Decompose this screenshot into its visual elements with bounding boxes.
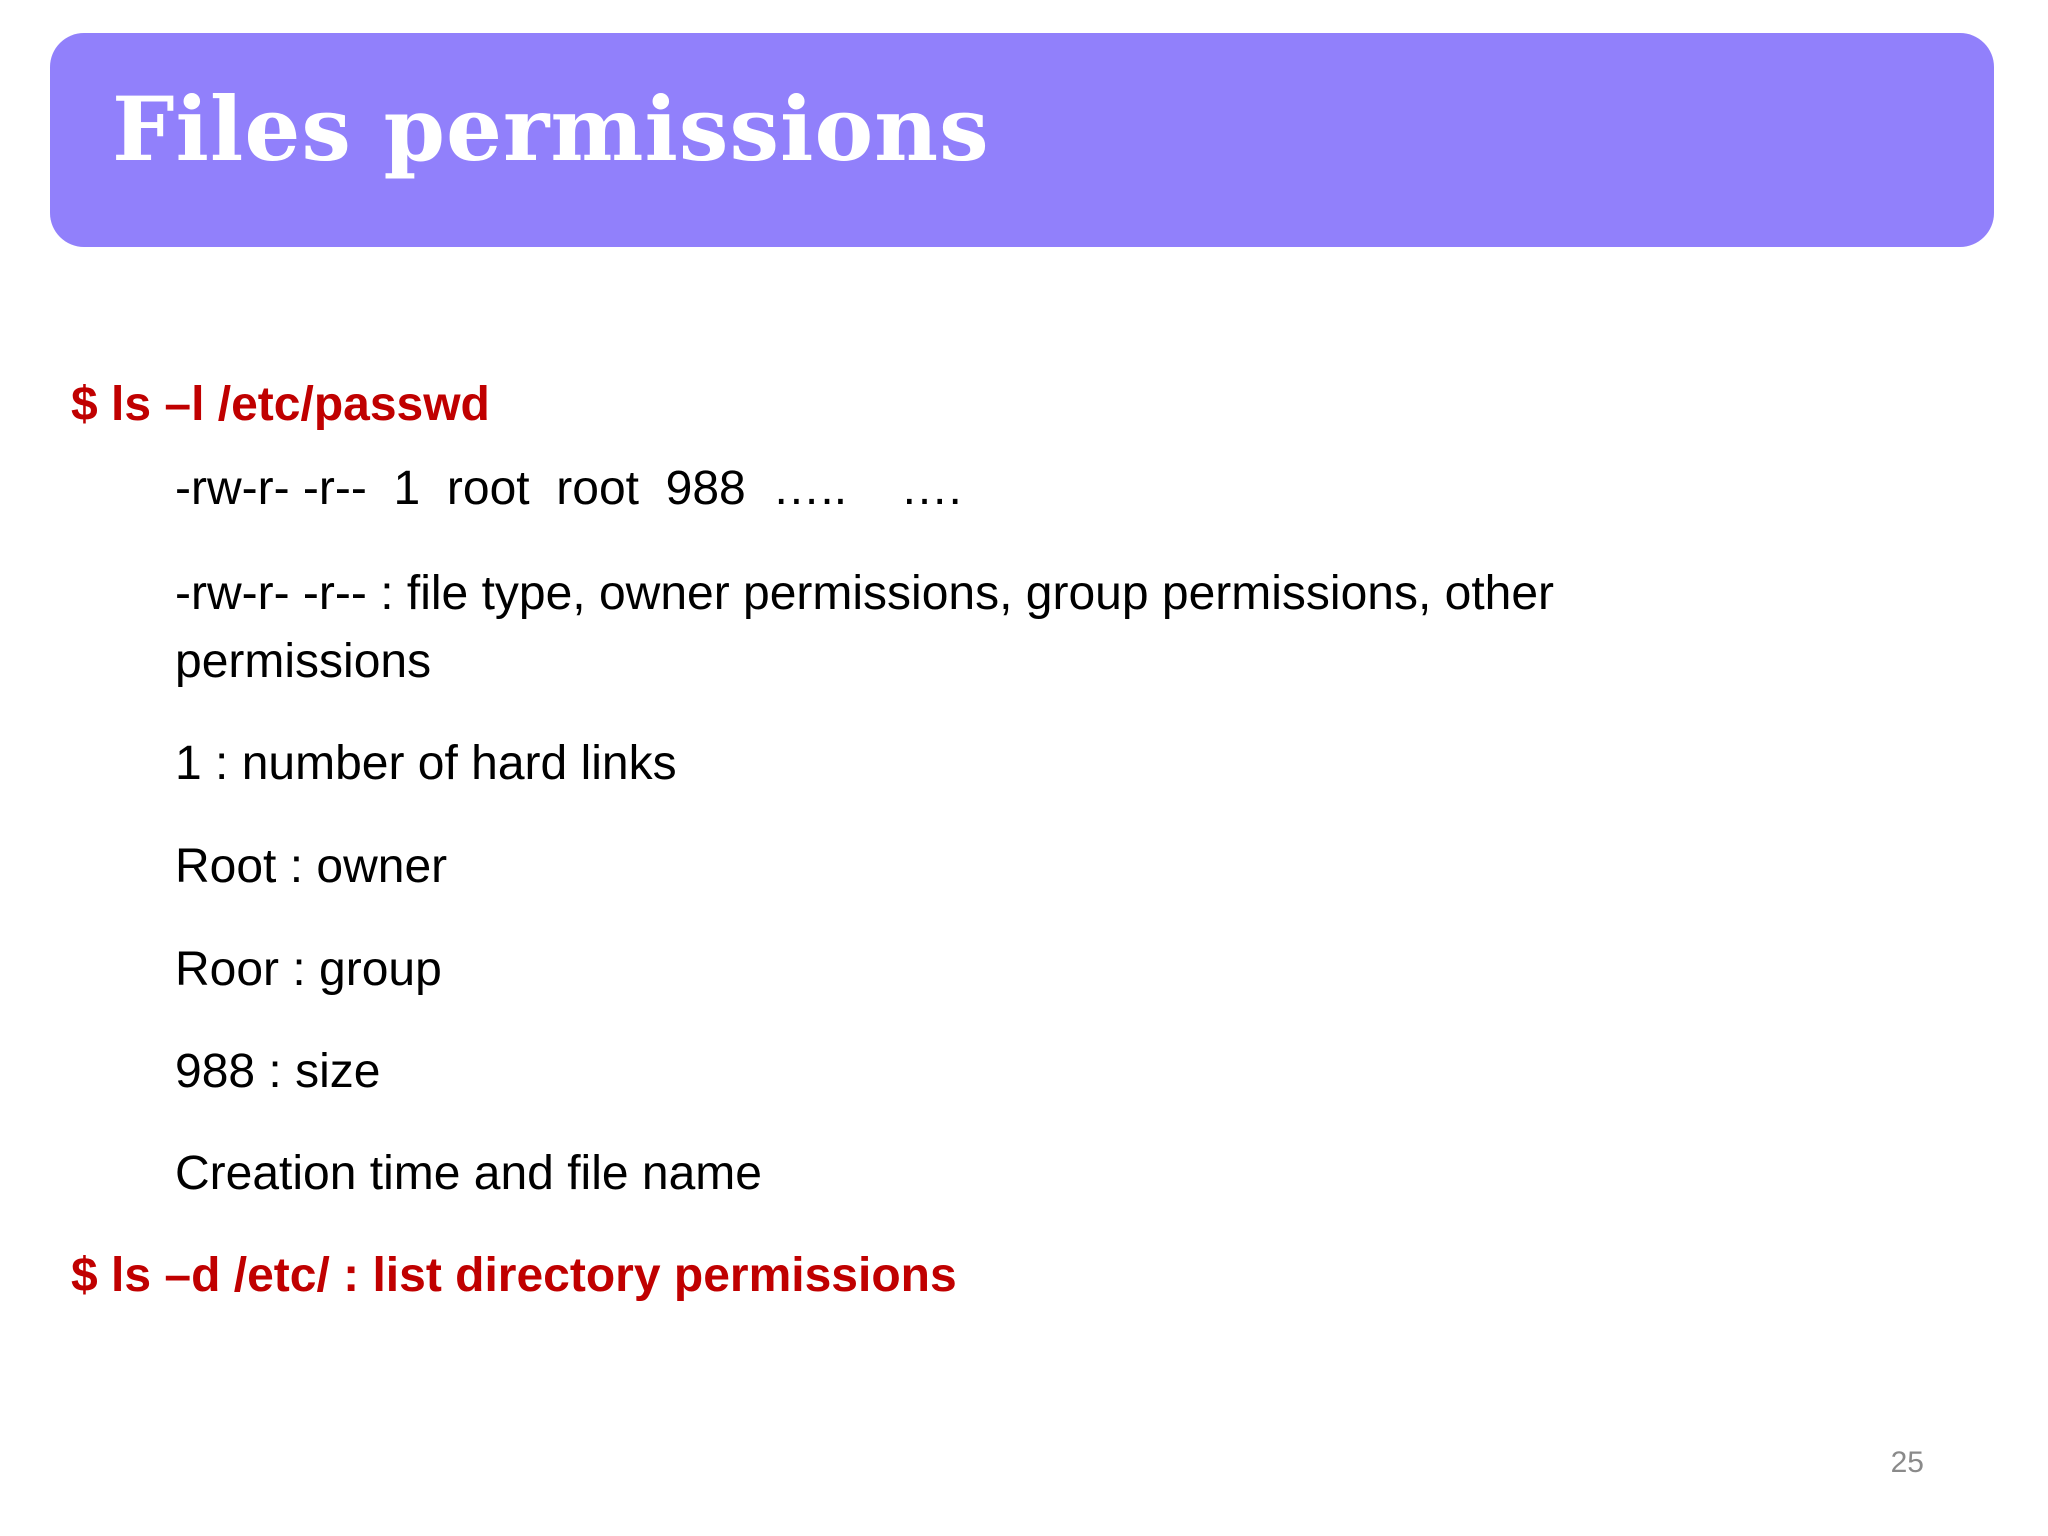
command-ls-d: $ ls –d /etc/ : list directory permissions — [71, 1249, 957, 1302]
group-explanation: Roor : group — [175, 943, 442, 996]
time-name-explanation: Creation time and file name — [175, 1147, 762, 1200]
hard-links-explanation: 1 : number of hard links — [175, 737, 677, 790]
command-ls-l: $ ls –l /etc/passwd — [71, 378, 490, 431]
permissions-explanation: -rw-r- -r-- : file type, owner permissions, group permissions, other permissions — [175, 567, 1555, 688]
ls-output-line: -rw-r- -r-- 1 root root 988 ….. …. — [175, 462, 962, 515]
title-banner — [50, 33, 1994, 247]
size-explanation: 988 : size — [175, 1045, 381, 1098]
page-number: 25 — [1890, 1446, 1924, 1479]
slide-title: Files permissions — [112, 77, 990, 181]
owner-explanation: Root : owner — [175, 840, 448, 893]
